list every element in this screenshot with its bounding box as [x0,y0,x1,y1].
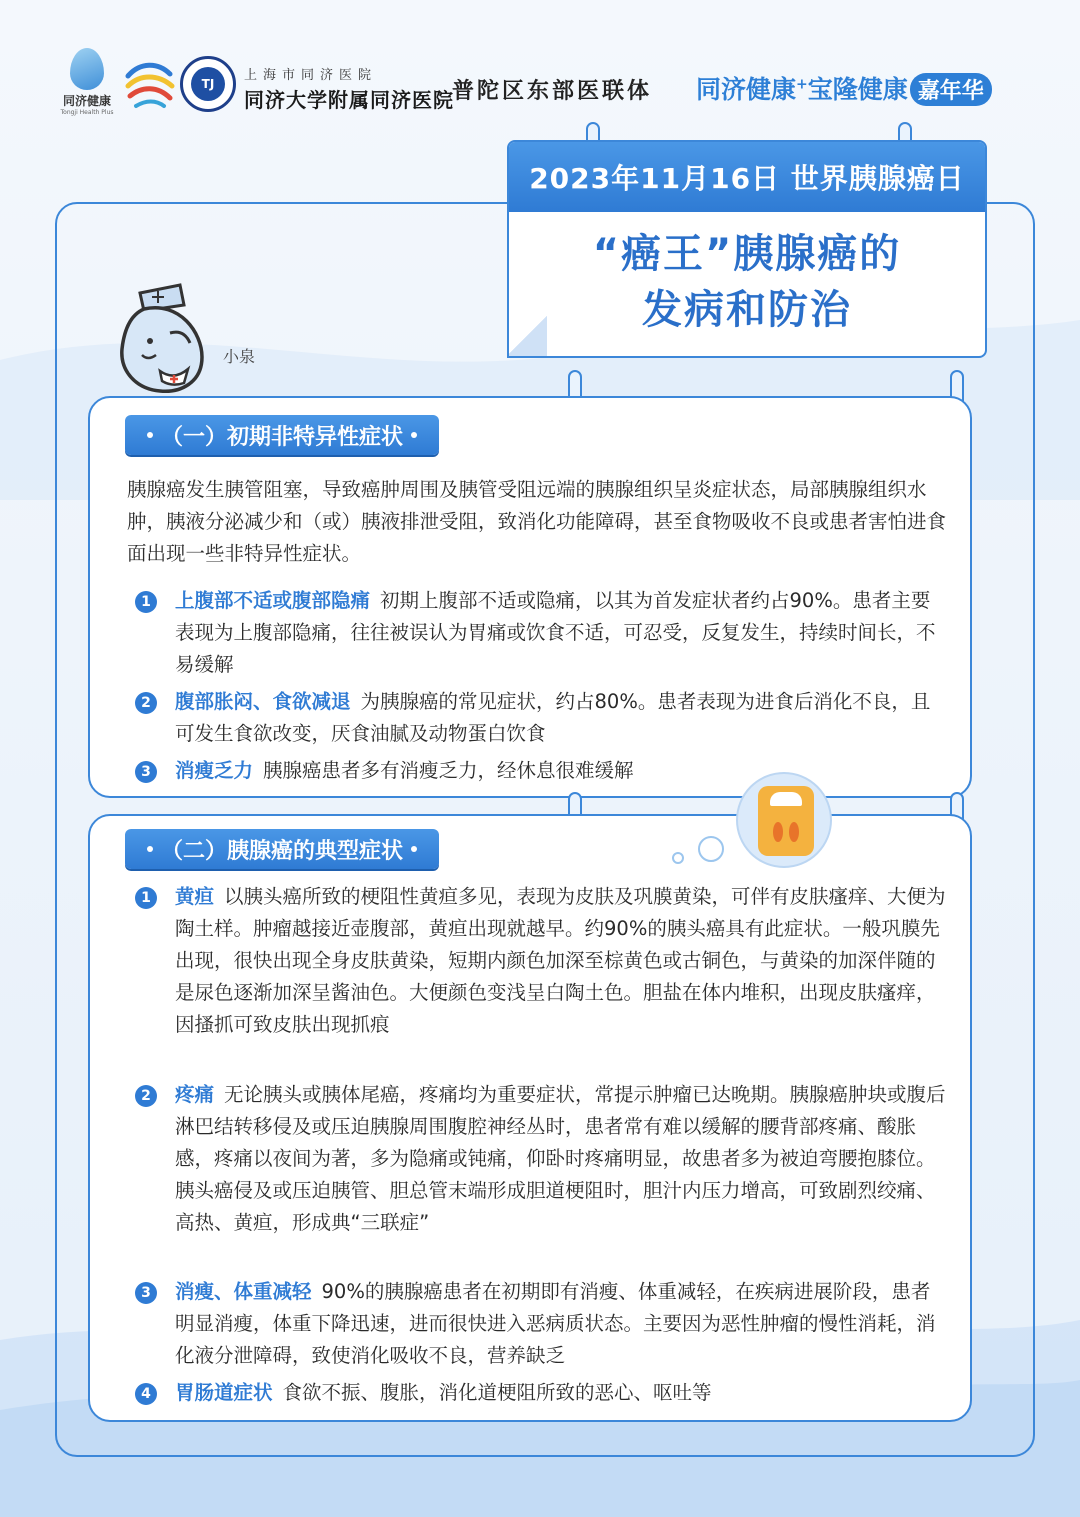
hospital-name: 上海市同济医院 [244,68,378,83]
brand-badge: 嘉年华 [910,73,992,106]
tongji-health-logo [52,48,122,118]
number-badge: 2 [135,692,157,714]
item-text: 为胰腺癌的常见症状，约占80%。患者表现为进食后消化不良，且可发生食欲改变，厌食油腻及动物蛋白饮食 [175,690,931,745]
scale-dial-icon [770,792,802,806]
number-badge: 3 [135,761,157,783]
item-keyword: 消瘦乏力 [175,759,254,782]
mascot-water-drop-icon [110,275,220,395]
number-badge: 2 [135,1085,157,1107]
water-drop-icon [70,48,104,90]
number-badge: 1 [135,591,157,613]
brand-title [696,70,992,106]
bullet-dot-icon [147,846,153,852]
item-keyword: 腹部胀闷、食欲减退 [175,690,351,713]
brand-plus: + [796,76,808,93]
list-item [175,1377,947,1409]
item-keyword: 胃肠道症状 [175,1381,273,1404]
item-keyword: 疼痛 [175,1083,215,1106]
item-keyword: 黄疸 [175,885,215,908]
brand-main: 同济健康 [696,75,797,104]
section-1-heading-text: （一）初期非特异性症状 [161,424,404,450]
date-banner: 2023年11月16日 世界胰腺癌日 [509,142,985,212]
bullet-dot-icon [411,432,417,438]
list-item [175,755,947,787]
page-fold-corner [507,314,547,358]
brand-second: 宝隆健康 [807,75,908,104]
item-text: 初期上腹部不适或隐痛，以其为首发症状者约占90%。患者主要表现为上腹部隐痛，往往被误认为胃痛或饮食不适，可忍受，反复发生，持续时间长，不易缓解 [175,589,936,676]
footprints-icon [766,812,806,848]
list-item [175,1079,947,1239]
title-card [507,140,987,358]
item-text: 90%的胰腺癌患者在初期即有消瘦、体重减轻，在疾病进展阶段，患者明显消瘦，体重下降迅速，进而很快进入恶病质状态。主要因为恶性肿瘤的慢性消耗，消化液分泄障碍，致使消化吸收不良，营养缺乏 [175,1280,936,1367]
section-1-intro: 胰腺癌发生胰管阻塞，导致癌肿周围及胰管受阻远端的胰腺组织呈炎症状态，局部胰腺组织水肿，胰液分泌减少和（或）胰液排泄受阻，致消化功能障碍，甚至食物吸收不良或患者害怕进食面出现一些非特异性症状。 [127,478,947,565]
number-badge: 1 [135,887,157,909]
scale-icon [758,786,814,856]
bubble-decoration [672,852,684,864]
hospital-affiliation: 同济大学附属同济医院 [244,88,454,112]
item-text: 食欲不振、腹胀，消化道梗阻所致的恶心、呕吐等 [282,1381,712,1404]
item-keyword: 消瘦、体重减轻 [175,1280,312,1303]
logo-subtext: Tongji Health Plus [60,109,114,116]
logo-text: 同济健康 [62,94,111,108]
bubble-decoration [698,836,724,862]
title-line-1: “癌王”胰腺癌的 [592,231,902,277]
mascot-name: 小泉 [223,347,256,366]
list-item [175,686,947,750]
item-text: 以胰头癌所致的梗阻性黄疸多见，表现为皮肤及巩膜黄染，可伴有皮肤瘙痒、大便为陶土样。肿瘤越接近壶腹部，黄疸出现就越早。约90%的胰头癌具有此症状。一般巩膜先出现，很快出现全身皮肤黄染，短期内颜色加深至棕黄色或古铜色，与黄染的加深伴随的是尿色逐渐加深呈酱油色。大便颜色变浅呈白陶土色。胆盐在体内堆积，出现皮肤瘙痒，因搔抓可致皮肤出现抓痕 [175,885,946,1036]
alliance-name: 普陀区东部医联体 [452,78,653,104]
list-item [175,585,947,681]
list-item [175,881,947,1041]
item-text: 无论胰头或胰体尾癌，疼痛均为重要症状，常提示肿瘤已达晚期。胰腺癌肿块或腹后淋巴结转移侵及或压迫胰腺周围腹腔神经丛时，患者常有难以缓解的腰背部疼痛、酸胀感，疼痛以夜间为著，多为隐痛或钝痛，仰卧时疼痛明显，故患者多为被迫弯腰抱膝位。胰头癌侵及或压迫胰管、胆总管末端形成胆道梗阻时，胆汁内压力增高，可致剧烈绞痛、高热、黄疸，形成典“三联症” [175,1083,946,1234]
page-title [509,212,985,338]
number-badge: 4 [135,1383,157,1405]
list-item [175,1276,947,1372]
bullet-dot-icon [411,846,417,852]
hospital-seal-icon [180,56,236,112]
section-2-heading [125,829,439,869]
bullet-dot-icon [147,432,153,438]
item-keyword: 上腹部不适或腹部隐痛 [175,589,371,612]
weight-scale-illustration [736,772,832,868]
section-1-heading [125,415,439,455]
title-line-2: 发病和防治 [642,287,852,333]
swirl-logo-icon [122,56,178,112]
section-2-heading-text: （二）胰腺癌的典型症状 [161,838,404,864]
hospital-seal-text: TJ [191,67,225,101]
item-text: 胰腺癌患者多有消瘦乏力，经休息很难缓解 [263,759,634,782]
number-badge: 3 [135,1282,157,1304]
